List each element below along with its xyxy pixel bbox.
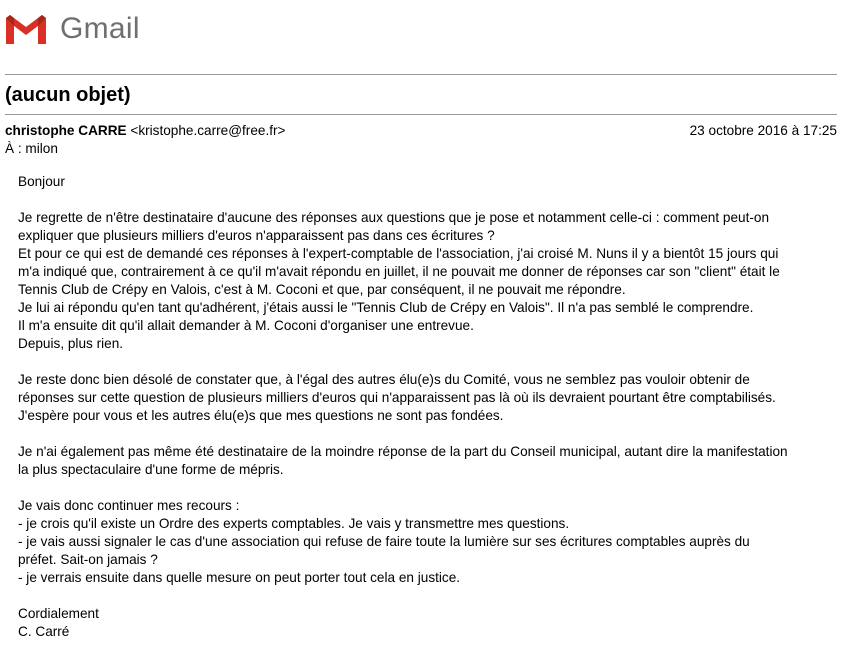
sender-name: christophe CARRE: [5, 123, 127, 138]
body-paragraph: [18, 497, 828, 587]
body-line: Et pour ce qui est de demandé ces réponses à l'expert-comptable de l'association, j'ai croisé M. Nuns il y a bientôt 15 jours qui: [18, 246, 779, 261]
top-divider: [5, 74, 837, 75]
gmail-logo: [4, 11, 140, 47]
body-paragraph: [18, 605, 828, 641]
body-paragraph: [18, 443, 828, 479]
body-line: la plus spectaculaire d'une forme de mépris.: [18, 462, 284, 477]
body-line: Tennis Club de Crépy en Valois, c'est à M. Coconi et que, par conséquent, il ne pouvait me répondre.: [18, 282, 626, 297]
body-line: J'espère pour vous et les autres élu(e)s que mes questions ne sont pas fondées.: [18, 408, 504, 423]
body-line: - je crois qu'il existe un Ordre des experts comptables. Je vais y transmettre mes questions.: [18, 516, 570, 531]
body-line: Je n'ai également pas même été destinataire de la moindre réponse de la part du Conseil municipal, autant dire la manifestation: [18, 444, 788, 459]
body-line: expliquer que plusieurs milliers d'euros n'apparaissent pas dans ces écritures ?: [18, 228, 495, 243]
body-line: Je lui ai répondu qu'en tant qu'adhérent, j'étais aussi le "Tennis Club de Crépy en Valois". Il n'a pas semblé le comprendre.: [18, 300, 754, 315]
body-line: C. Carré: [18, 624, 70, 639]
body-line: Bonjour: [18, 174, 65, 189]
body-paragraph: [18, 371, 828, 425]
body-line: Il m'a ensuite dit qu'il allait demander à M. Coconi d'organiser une entrevue.: [18, 318, 474, 333]
sender-line: [5, 122, 837, 139]
body-line: - je vais aussi signaler le cas d'une association qui refuse de faire toute la lumière sur ses écritures comptables auprès du: [18, 534, 750, 549]
body-paragraph: [18, 173, 828, 191]
body-line: Je vais donc continuer mes recours :: [18, 498, 240, 513]
body-line: Depuis, plus rien.: [18, 336, 124, 351]
recipient-line: À : milon: [5, 141, 58, 156]
gmail-wordmark: Gmail: [60, 12, 140, 45]
gmail-envelope-icon: [4, 12, 48, 46]
sender-email: <kristophe.carre@free.fr>: [130, 123, 286, 138]
email-body: [18, 173, 828, 659]
body-paragraph: [18, 209, 828, 353]
body-line: préfet. Sait-on jamais ?: [18, 552, 158, 567]
body-line: réponses sur cette question de plusieurs milliers d'euros qui n'apparaissent pas là où ils devraient pourtant être comptabilisés.: [18, 390, 776, 405]
email-subject: (aucun objet): [5, 84, 131, 106]
body-line: Je reste donc bien désolé de constater que, à l'égal des autres élu(e)s du Comité, vous ne semblez pas vouloir obtenir de: [18, 372, 750, 387]
email-date: 23 octobre 2016 à 17:25: [689, 123, 837, 138]
body-line: m'a indiqué que, contrairement à ce qu'il m'avait répondu en juillet, il ne pouvait me donner de réponses car son "client" était le: [18, 264, 780, 279]
subject-divider: [5, 114, 837, 115]
body-line: Cordialement: [18, 606, 99, 621]
body-line: - je verrais ensuite dans quelle mesure on peut porter tout cela en justice.: [18, 570, 461, 585]
body-line: Je regrette de n'être destinataire d'aucune des réponses aux questions que je pose et notamment celle-ci : comment peut-on: [18, 210, 770, 225]
